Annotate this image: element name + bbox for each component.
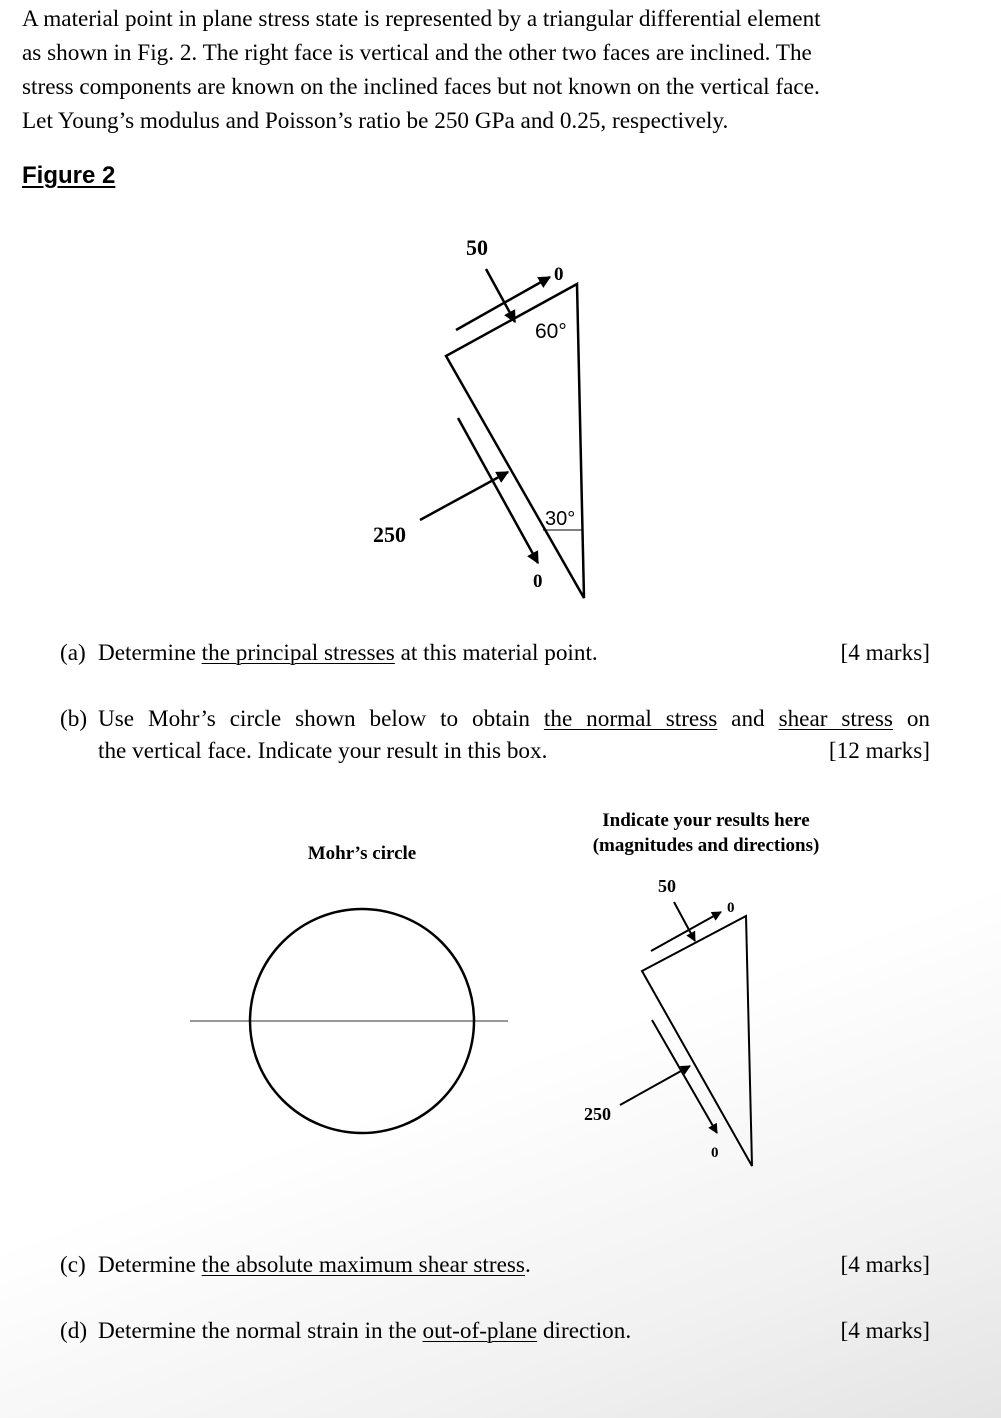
left-shear-arrow [458, 418, 538, 563]
question-label: (c) [60, 1252, 86, 1278]
intro-line: Let Young’s modulus and Poisson’s ratio be 250 GPa and 0.25, respectively. [22, 108, 729, 134]
fig2-top-normal-label: 50 [466, 235, 488, 260]
top-normal-arrow [486, 269, 515, 322]
results-left-shear-label: 0 [711, 1145, 719, 1161]
fig2-left-normal-label: 250 [373, 522, 406, 547]
question-a [60, 637, 930, 669]
results-title-line-1: Indicate your results here [602, 810, 810, 831]
question-marks: [4 marks] [840, 1318, 930, 1344]
results-figure [584, 876, 752, 1166]
mohr-circle-title: Mohr’s circle [307, 843, 417, 864]
results-left-normal-label: 250 [584, 1104, 611, 1124]
question-text: Determine [98, 1252, 202, 1278]
question-c [60, 1249, 930, 1281]
fig2-left-shear-label: 0 [533, 571, 543, 592]
question-b [60, 703, 930, 767]
question-text: Determine [98, 640, 202, 666]
results-left-shear-arrow [652, 1020, 717, 1133]
results-top-normal-label: 50 [658, 876, 676, 896]
results-triangle-element [642, 916, 752, 1166]
question-text: the vertical face. Indicate your result in this box. [98, 738, 548, 764]
question-underlined: the absolute maximum shear stress [201, 1252, 525, 1278]
intro-line: as shown in Fig. 2. The right face is vertical and the other two faces are inclined. The [22, 40, 812, 66]
question-underlined: shear stress [778, 706, 893, 732]
results-title-line-2: (magnitudes and directions) [592, 835, 820, 856]
question-underlined: the principal stresses [201, 640, 395, 666]
fig2-top-shear-label: 0 [554, 264, 564, 285]
question-text: . [524, 1252, 531, 1278]
fig2-angle-30-label: 30° [545, 508, 576, 530]
question-underlined: out-of-plane [422, 1318, 538, 1344]
intro-line: stress components are known on the inclined faces but not known on the vertical face. [22, 74, 820, 100]
results-box-title [560, 808, 852, 858]
question-text: and [717, 706, 779, 732]
left-normal-arrow [420, 472, 508, 520]
question-text: direction. [537, 1318, 632, 1344]
results-top-shear-label: 0 [727, 900, 735, 916]
figure-2 [373, 235, 584, 598]
question-underlined: the normal stress [543, 706, 718, 732]
question-d [60, 1315, 930, 1347]
results-top-shear-arrow [651, 912, 721, 951]
question-text: Determine the normal strain in the [98, 1318, 423, 1344]
question-marks: [12 marks] [828, 738, 930, 764]
results-left-normal-arrow [620, 1066, 690, 1105]
question-marks: [4 marks] [840, 1252, 930, 1278]
question-marks: [4 marks] [840, 640, 930, 666]
intro-line: A material point in plane stress state is represented by a triangular differential element [22, 6, 821, 32]
results-top-normal-arrow [674, 902, 695, 941]
question-label: (a) [60, 640, 86, 666]
figure-heading: Figure 2 [22, 162, 116, 189]
fig2-angle-60-label: 60° [535, 320, 567, 343]
question-text: at this material point. [394, 640, 598, 666]
question-label: (d) [60, 1318, 88, 1344]
question-text: Use Mohr’s circle shown below to obtain [98, 706, 544, 732]
mohr-circle-figure [190, 909, 508, 1133]
question-label: (b) [60, 706, 88, 732]
question-text: on [892, 706, 931, 732]
